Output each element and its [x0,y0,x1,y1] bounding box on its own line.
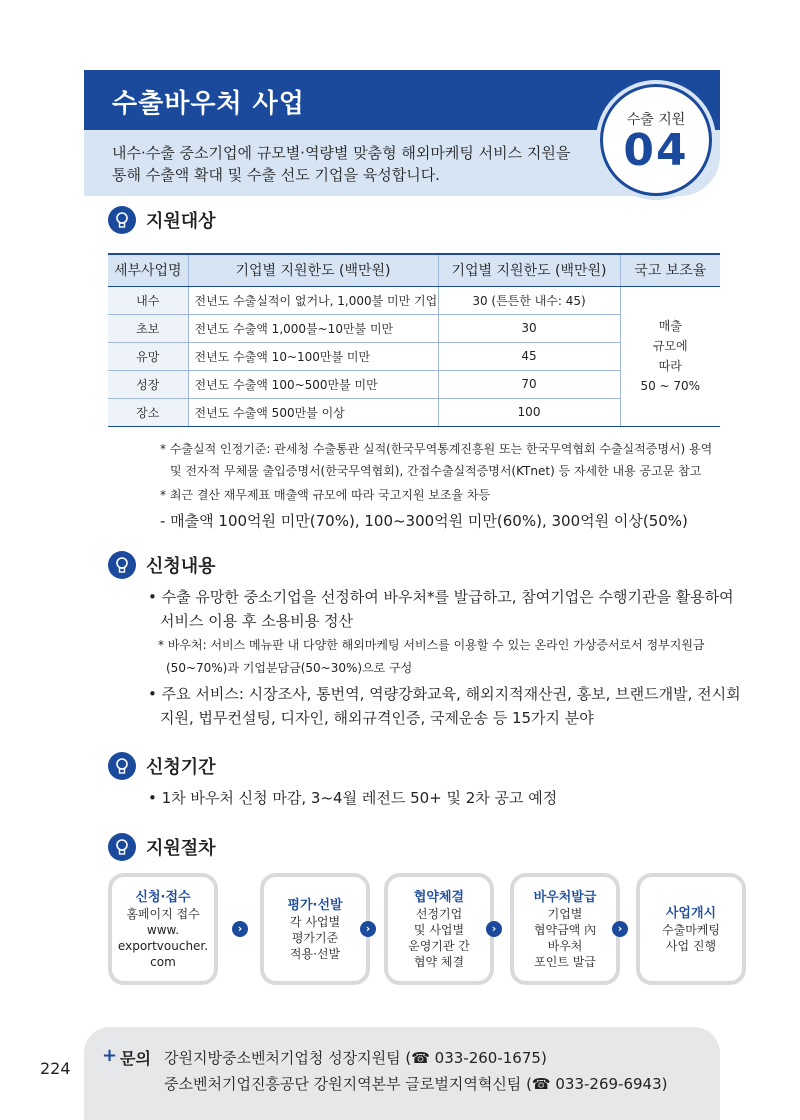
section-content-heading [108,550,216,580]
procedure-step-line: 사업 진행 [665,938,717,953]
table-cell-amount: 30 [438,314,620,342]
note-subsidy-rate: * 최근 결산 재무제표 매출액 규모에 따라 국고지원 보조율 차등 [160,488,491,502]
procedure-step-line: 기업별 [547,906,583,921]
content-subnote-1b: (50~70%)과 기업분담금(50~30%)으로 구성 [166,661,413,675]
contact-line-1: 강원지방중소벤처기업청 성장지원팀 (☎ 033-260-1675) [164,1049,547,1067]
content-subnote-1a: * 바우처: 서비스 메뉴판 내 다양한 해외마케팅 서비스를 이용할 수 있는 온라인 가상증서로서 정부지원금 [158,638,705,652]
procedure-step-line: 및 사업별 [413,922,465,937]
content-bullet-2b: 지원, 법무컨설팅, 디자인, 해외규격인증, 국제운송 등 15가지 분야 [160,709,594,727]
table-header-cell: 기업별 지원한도 (백만원) [188,254,438,286]
header-description-line-2: 통해 수출액 확대 및 수출 선도 기업을 육성합니다. [112,166,440,184]
header-description-line-1: 내수·수출 중소기업에 규모별·역량별 맞춤형 해외마케팅 서비스 지원을 [112,144,571,162]
procedure-step-1 [108,873,218,985]
table-cell-category: 초보 [108,314,188,342]
section-title: 지원절차 [146,838,216,859]
table-cell-amount: 100 [438,398,620,426]
table-cell-description: 전년도 수출액 1,000불~10만불 미만 [188,314,438,342]
badge-label: 수출 지원 [626,112,686,128]
chevron-right-icon: › [360,921,376,937]
procedure-step-line: com [150,954,176,969]
lightbulb-icon [108,551,136,579]
procedure-step-4 [510,873,620,985]
procedure-step-line: 각 사업별 [289,914,341,929]
procedure-step-line: www. [146,922,180,937]
procedure-step-line: 포인트 발급 [534,954,596,969]
rate-line: 매출 [658,319,682,333]
lightbulb-icon [108,752,136,780]
procedure-step-line: 운영기관 간 [408,938,470,953]
note-export-criteria-1: * 수출실적 인정기준: 관세청 수출통관 실적(한국무역통계진흥원 또는 한국무역협회 수출실적증명서) 용역 [160,442,713,456]
table-cell-category: 장소 [108,398,188,426]
procedure-step-line: 바우처 [547,938,583,953]
rate-line: 규모에 [652,339,688,353]
table-cell-category: 유망 [108,342,188,370]
badge-number: 04 [623,125,689,176]
procedure-step-line: 협약 체결 [413,954,465,969]
procedure-step-line: 협약금액 內 [533,922,597,937]
support-table [108,253,720,427]
section-title: 지원대상 [146,211,216,232]
procedure-step-title: 바우처발급 [533,889,597,905]
procedure-step-title: 사업개시 [665,905,717,921]
table-cell-description: 전년도 수출액 100~500만불 미만 [188,370,438,398]
content-bullet-1b: 서비스 이용 후 소용비용 정산 [160,612,353,630]
lightbulb-icon [108,833,136,861]
procedure-step-line: 평가기준 [291,930,339,945]
rate-line: 따라 [658,359,682,373]
procedure-step-3 [384,873,494,985]
note-revenue-tiers: - 매출액 100억원 미만(70%), 100~300억원 미만(60%), 300억원 이상(50%) [160,512,688,530]
table-cell-amount: 70 [438,370,620,398]
section-procedure-heading [108,832,216,862]
lightbulb-icon [108,206,136,234]
page-title: 수출바우처 사업 [112,89,305,119]
table-cell-rate [620,286,720,426]
table-cell-amount: 30 (튼튼한 내수: 45) [438,286,620,314]
contact-label: 문의 [120,1049,151,1068]
table-cell-description: 전년도 수출실적이 없거나, 1,000불 미만 기업 [188,286,438,314]
section-target-heading [108,205,216,235]
procedure-step-2 [260,873,370,985]
table-cell-description: 전년도 수출액 500만불 이상 [188,398,438,426]
table-header-cell: 국고 보조율 [620,254,720,286]
period-bullet: • 1차 바우처 신청 마감, 3~4월 레전드 50+ 및 2차 공고 예정 [148,789,558,807]
section-period-heading [108,751,216,781]
table-cell-category: 성장 [108,370,188,398]
table-header-cell: 세부사업명 [108,254,188,286]
chevron-right-icon: › [486,921,502,937]
plus-icon: + [102,1045,118,1066]
table-cell-description: 전년도 수출액 10~100만불 미만 [188,342,438,370]
section-badge [600,84,712,196]
rate-line: 50 ~ 70% [640,379,701,393]
header-banner [84,70,720,196]
table-header-row [108,254,720,286]
procedure-step-line: exportvoucher. [117,938,209,953]
chevron-right-icon: › [232,921,248,937]
table-cell-amount: 45 [438,342,620,370]
procedure-step-line: 선정기업 [415,906,463,921]
section-title: 신청내용 [146,556,216,577]
procedure-step-title: 평가·선발 [287,897,343,913]
section-title: 신청기간 [146,757,216,778]
procedure-step-line: 홈페이지 접수 [126,906,200,921]
note-export-criteria-2: 및 전자적 무체물 출입증명서(한국무역협회), 간접수출실적증명서(KTnet) 등 자세한 내용 공고문 참고 [170,464,702,478]
content-bullet-1a: • 수출 유망한 중소기업을 선정하여 바우처*를 발급하고, 참여기업은 수행기관을 활용하여 [148,588,734,606]
procedure-step-line: 적용·선발 [289,946,341,961]
procedure-step-line: 수출마케팅 [662,922,720,937]
procedure-step-5 [636,873,746,985]
procedure-step-title: 협약체결 [413,889,465,905]
content-bullet-2a: • 주요 서비스: 시장조사, 통번역, 역량강화교육, 해외지적재산권, 홍보, 브랜드개발, 전시회 [148,685,741,703]
chevron-right-icon: › [612,921,628,937]
procedure-step-title: 신청·접수 [135,889,191,905]
page-number: 224 [40,1059,71,1078]
table-row [108,286,720,314]
header-description [112,142,570,186]
table-header-cell: 기업별 지원한도 (백만원) [438,254,620,286]
table-cell-category: 내수 [108,286,188,314]
contact-line-2: 중소벤처기업진흥공단 강원지역본부 글로벌지역혁신팀 (☎ 033-269-6943) [164,1075,668,1093]
